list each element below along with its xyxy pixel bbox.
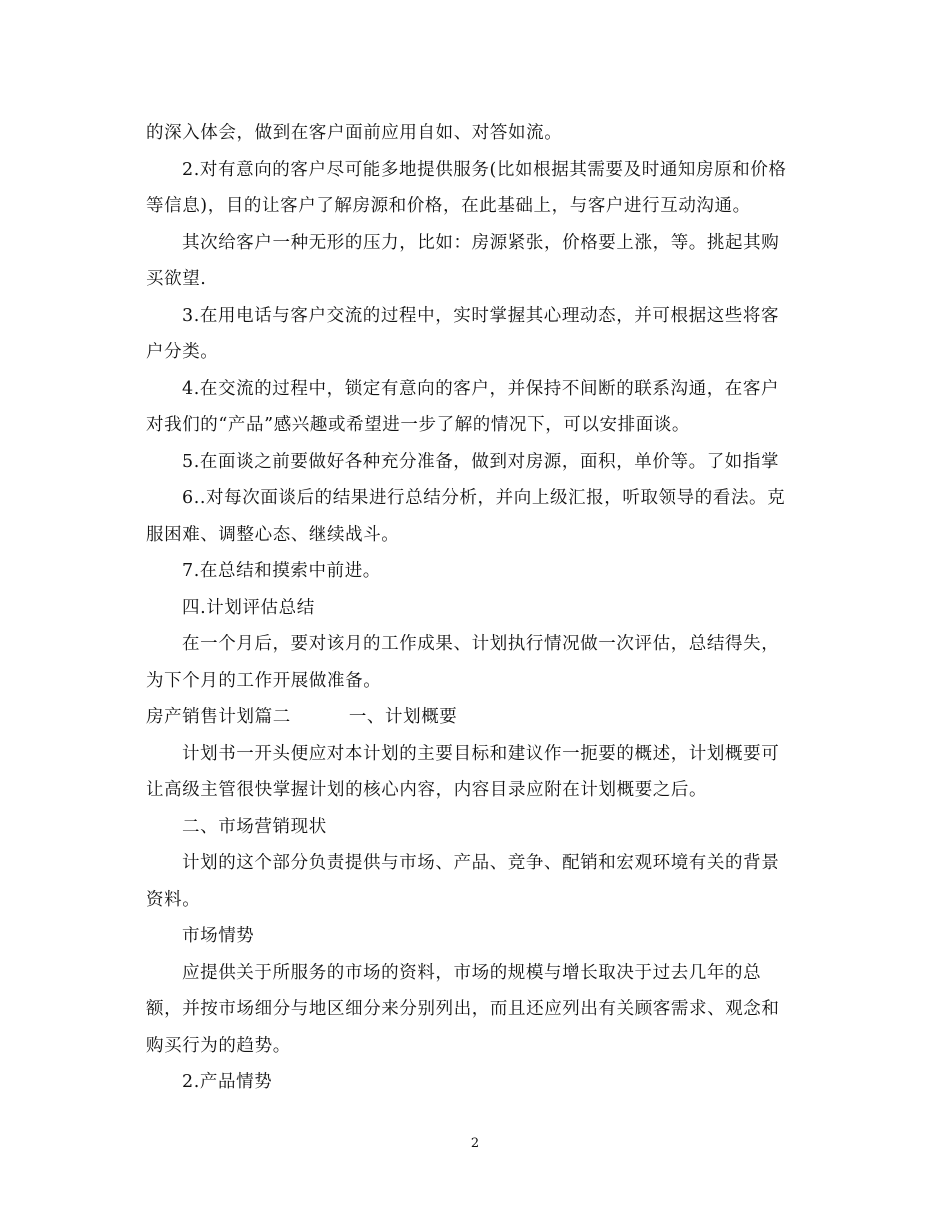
paragraph-line: 额，并按市场细分与地区细分来分别列出，而且还应列出有关顾客需求、观念和 <box>146 999 780 1019</box>
section-heading: 二、市场营销现状 <box>182 816 327 837</box>
paragraph-line: 等信息)，目的让客户了解房源和价格，在此基础上，与客户进行互动沟通。 <box>146 196 751 216</box>
section-heading: 市场情势 <box>182 926 255 946</box>
section-heading: 2.产品情势 <box>182 1072 273 1092</box>
page-number: 2 <box>470 1136 480 1151</box>
paragraph-line: 户分类。 <box>146 342 219 362</box>
paragraph-line: 购买行为的趋势。 <box>146 1035 291 1056</box>
paragraph-line: 在一个月后，要对该月的工作成果、计划执行情况做一次评估，总结得失， <box>182 634 780 654</box>
paragraph-line: 让高级主管很快掌握计划的核心内容，内容目录应附在计划概要之后。 <box>146 780 708 800</box>
paragraph-line: 为下个月的工作开展做准备。 <box>146 670 382 691</box>
paragraph-line: 2.对有意向的客户尽可能多地提供服务(比如根据其需要及时通知房原和价格 <box>182 159 787 180</box>
section-heading: 一、计划概要 <box>348 707 458 727</box>
section-title-line <box>146 699 806 736</box>
paragraph-line: 5.在面谈之前要做好各种充分准备，做到对房源，面积，单价等。了如指掌 <box>182 451 780 472</box>
paragraph-line: 其次给客户一种无形的压力，比如：房源紧张，价格要上涨，等。挑起其购 <box>182 232 780 253</box>
paragraph-line: 服困难、调整心态、继续战斗。 <box>146 524 400 545</box>
paragraph-line: 应提供关于所服务的市场的资料，市场的规模与增长取决于过去几年的总 <box>182 962 762 983</box>
paragraph-line: 的深入体会，做到在客户面前应用自如、对答如流。 <box>146 123 563 143</box>
paragraph-line: 4.在交流的过程中，锁定有意向的客户，并保持不间断的联系沟通，在客户 <box>182 378 780 399</box>
paragraph-line: 3.在用电话与客户交流的过程中，实时掌握其心理动态，并可根据这些将客 <box>182 305 780 326</box>
paragraph-line: 资料。 <box>146 889 201 910</box>
section-title: 房产销售计划篇二 <box>146 707 291 727</box>
document-body <box>146 115 806 1101</box>
paragraph-line: 计划书一开头便应对本计划的主要目标和建议作一扼要的概述，计划概要可 <box>182 743 780 764</box>
paragraph-line: 对我们的“产品”感兴趣或希望进一步了解的情况下，可以安排面谈。 <box>146 415 690 435</box>
section-heading: 四.计划评估总结 <box>182 597 315 618</box>
paragraph-line: 买欲望. <box>146 269 207 289</box>
paragraph-line: 计划的这个部分负责提供与市场、产品、竞争、配销和宏观环境有关的背景 <box>182 853 780 873</box>
paragraph-line: 7.在总结和摸索中前进。 <box>182 561 381 581</box>
paragraph-line: 6..对每次面谈后的结果进行总结分析，并向上级汇报，听取领导的看法。克 <box>182 488 786 508</box>
